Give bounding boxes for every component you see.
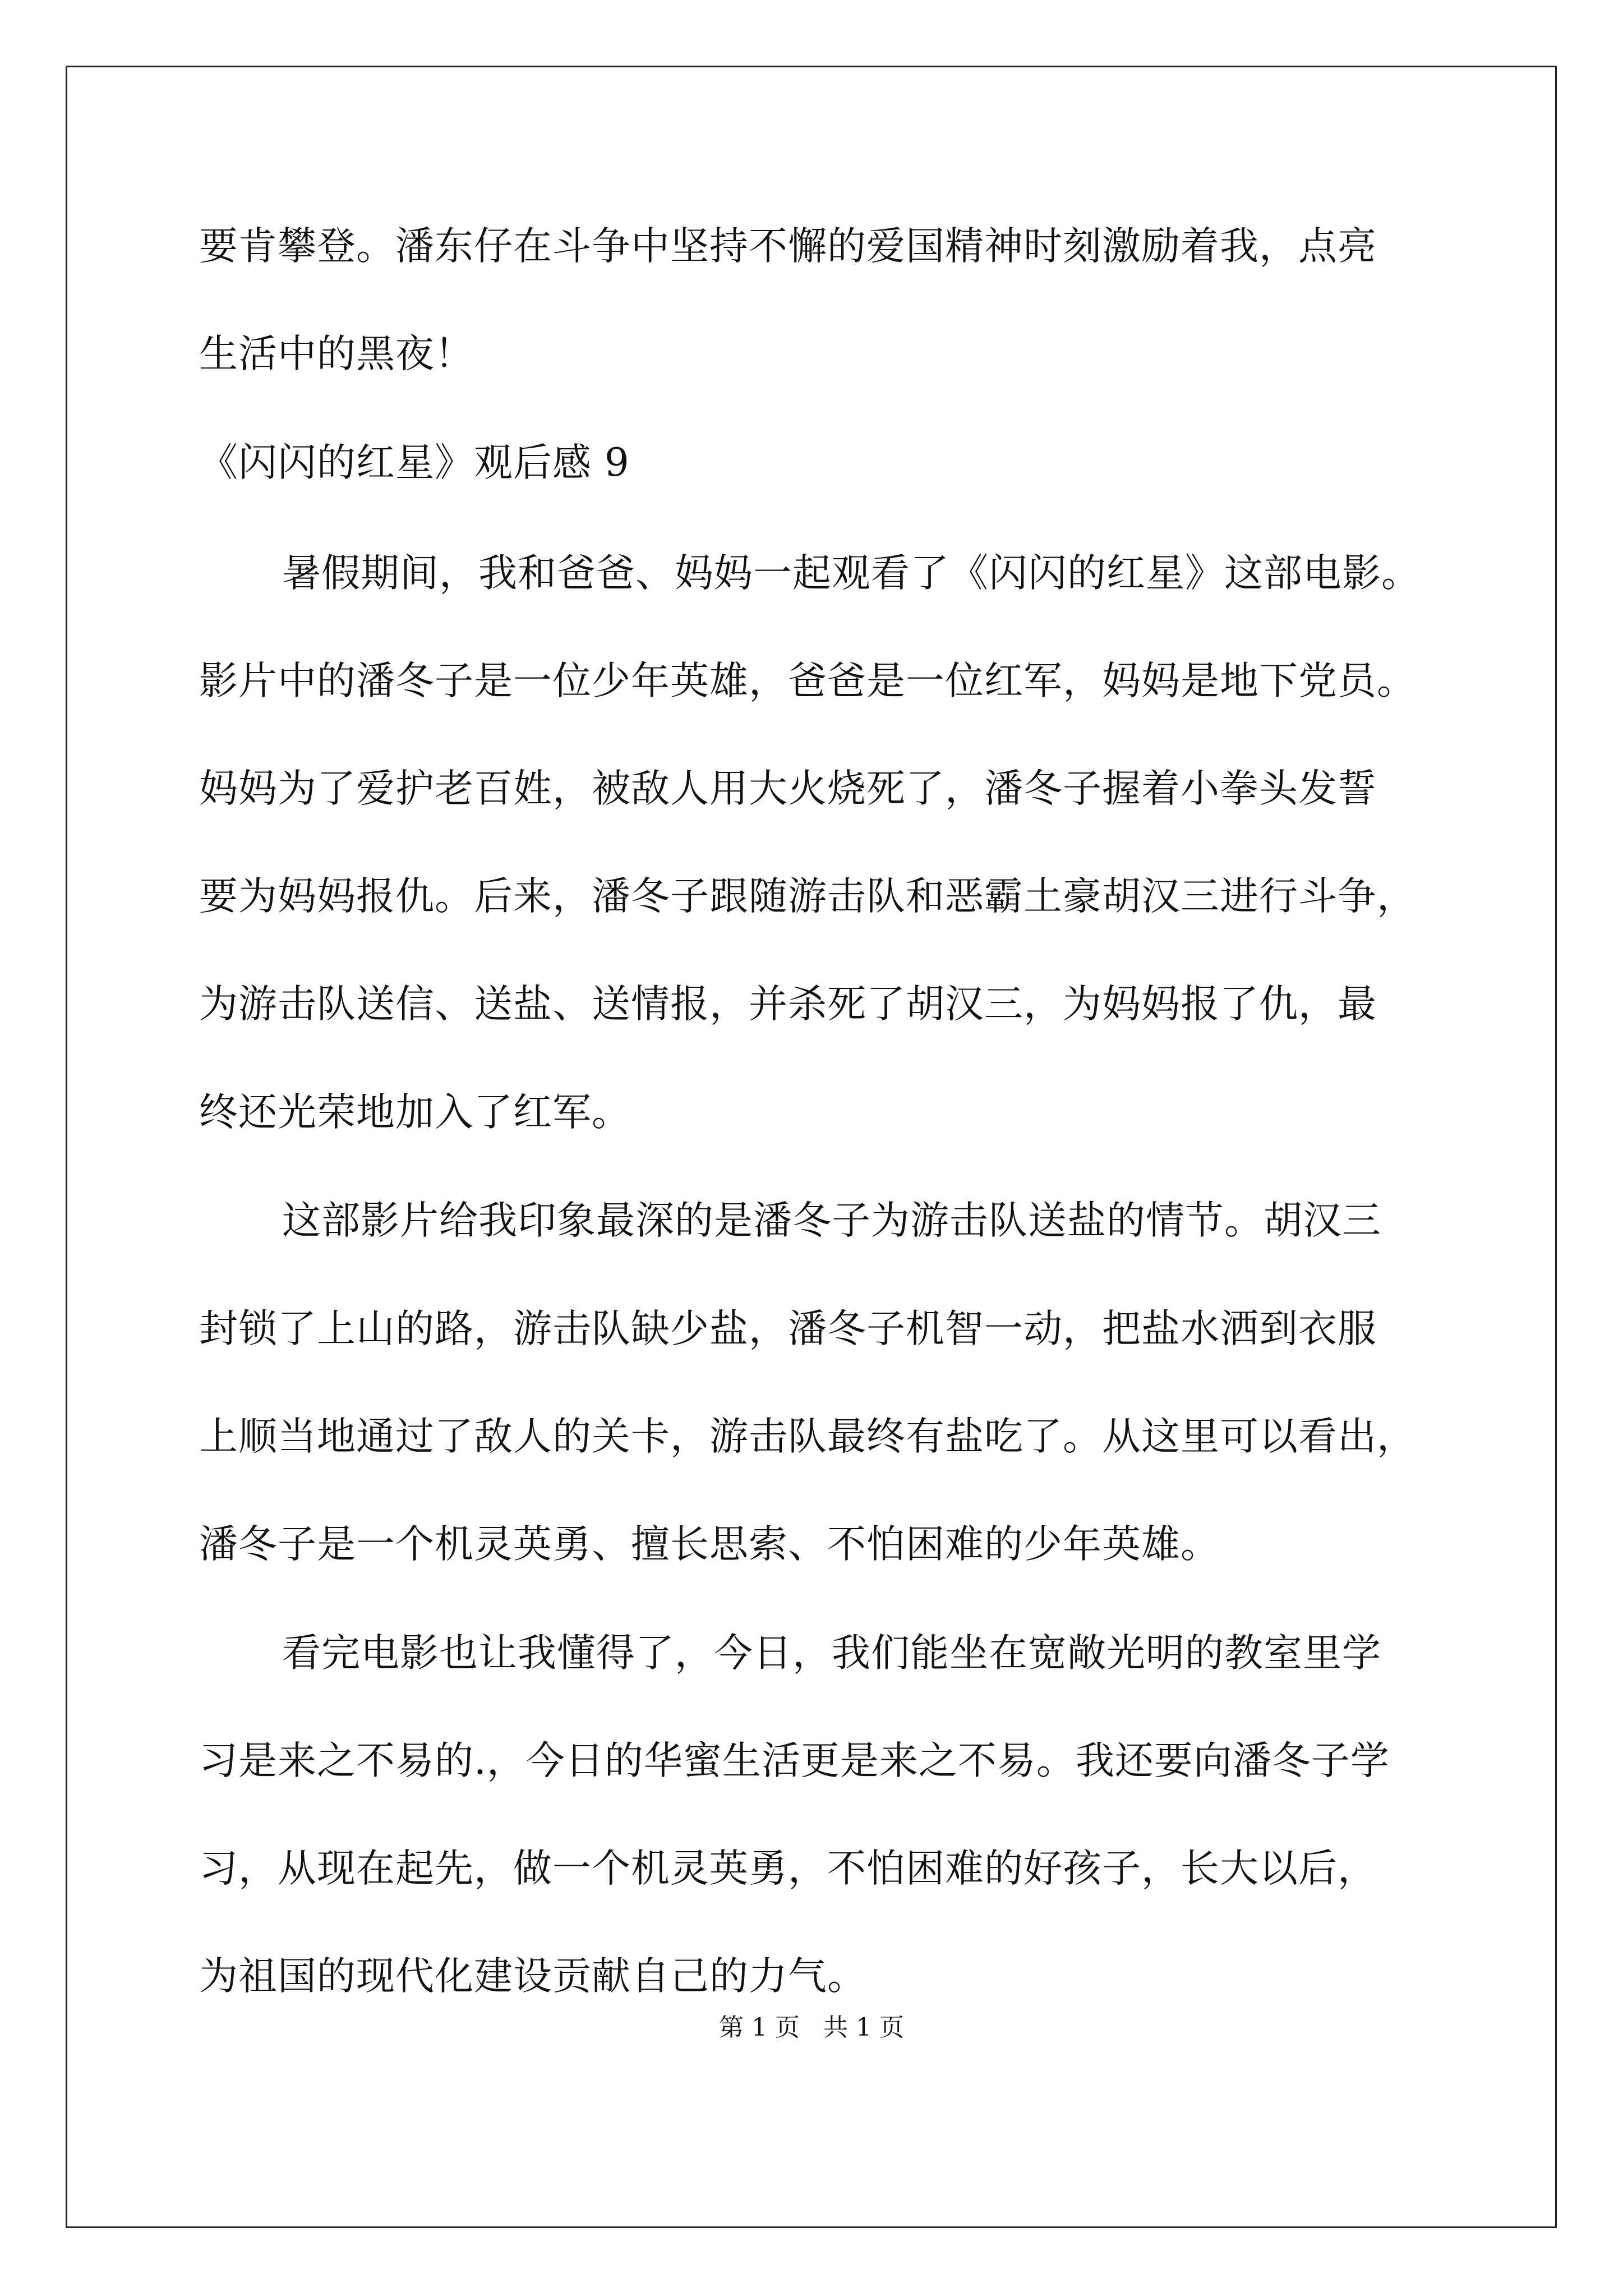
text-line: 为游击队送信、送盐、送情报，并杀死了胡汉三，为妈妈报了仇，最 [199,982,1377,1027]
text-line: 上顺当地通过了敌人的关卡，游击队最终有盐吃了。从这里可以看出， [199,1414,1416,1459]
paragraph-first-line: 这部影片给我印象最深的是潘冬子为游击队送盐的情节。胡汉三 [282,1198,1381,1243]
text-line: 为祖国的现代化建设贡献自己的力气。 [199,1954,866,1999]
text-line: 妈妈为了爱护老百姓，被敌人用大火烧死了，潘冬子握着小拳头发誓 [199,766,1377,811]
paragraph-first-line: 暑假期间，我和爸爸、妈妈一起观看了《闪闪的红星》这部电影。 [282,551,1421,596]
text-line: 潘冬子是一个机灵英勇、擅长思索、不怕困难的少年英雄。 [199,1522,1220,1567]
text-line: 封锁了上山的路，游击队缺少盐，潘冬子机智一动，把盐水洒到衣服 [199,1306,1377,1351]
text-line: 影片中的潘冬子是一位少年英雄，爸爸是一位红军，妈妈是地下党员。 [199,659,1416,703]
text-line: 终还光荣地加入了红军。 [199,1090,631,1135]
section-heading: 《闪闪的红星》观后感 9 [199,440,630,485]
text-line: 要为妈妈报仇。后来，潘冬子跟随游击队和恶霸土豪胡汉三进行斗争， [199,874,1416,919]
page-border [66,66,1557,2228]
page-footer: 第 1 页 共 1 页 [719,2013,904,2042]
text-line: 习，从现在起先，做一个机灵英勇，不怕困难的好孩子，长大以后， [199,1846,1377,1891]
text-line: 要肯攀登。潘东仔在斗争中坚持不懈的爱国精神时刻激励着我，点亮 [199,224,1377,269]
text-line: 生活中的黑夜！ [199,332,474,376]
paragraph-first-line: 看完电影也让我懂得了，今日，我们能坐在宽敞光明的教室里学 [282,1631,1381,1676]
text-line: 习是来之不易的.，今日的华蜜生活更是来之不易。我还要向潘冬子学 [199,1738,1390,1783]
